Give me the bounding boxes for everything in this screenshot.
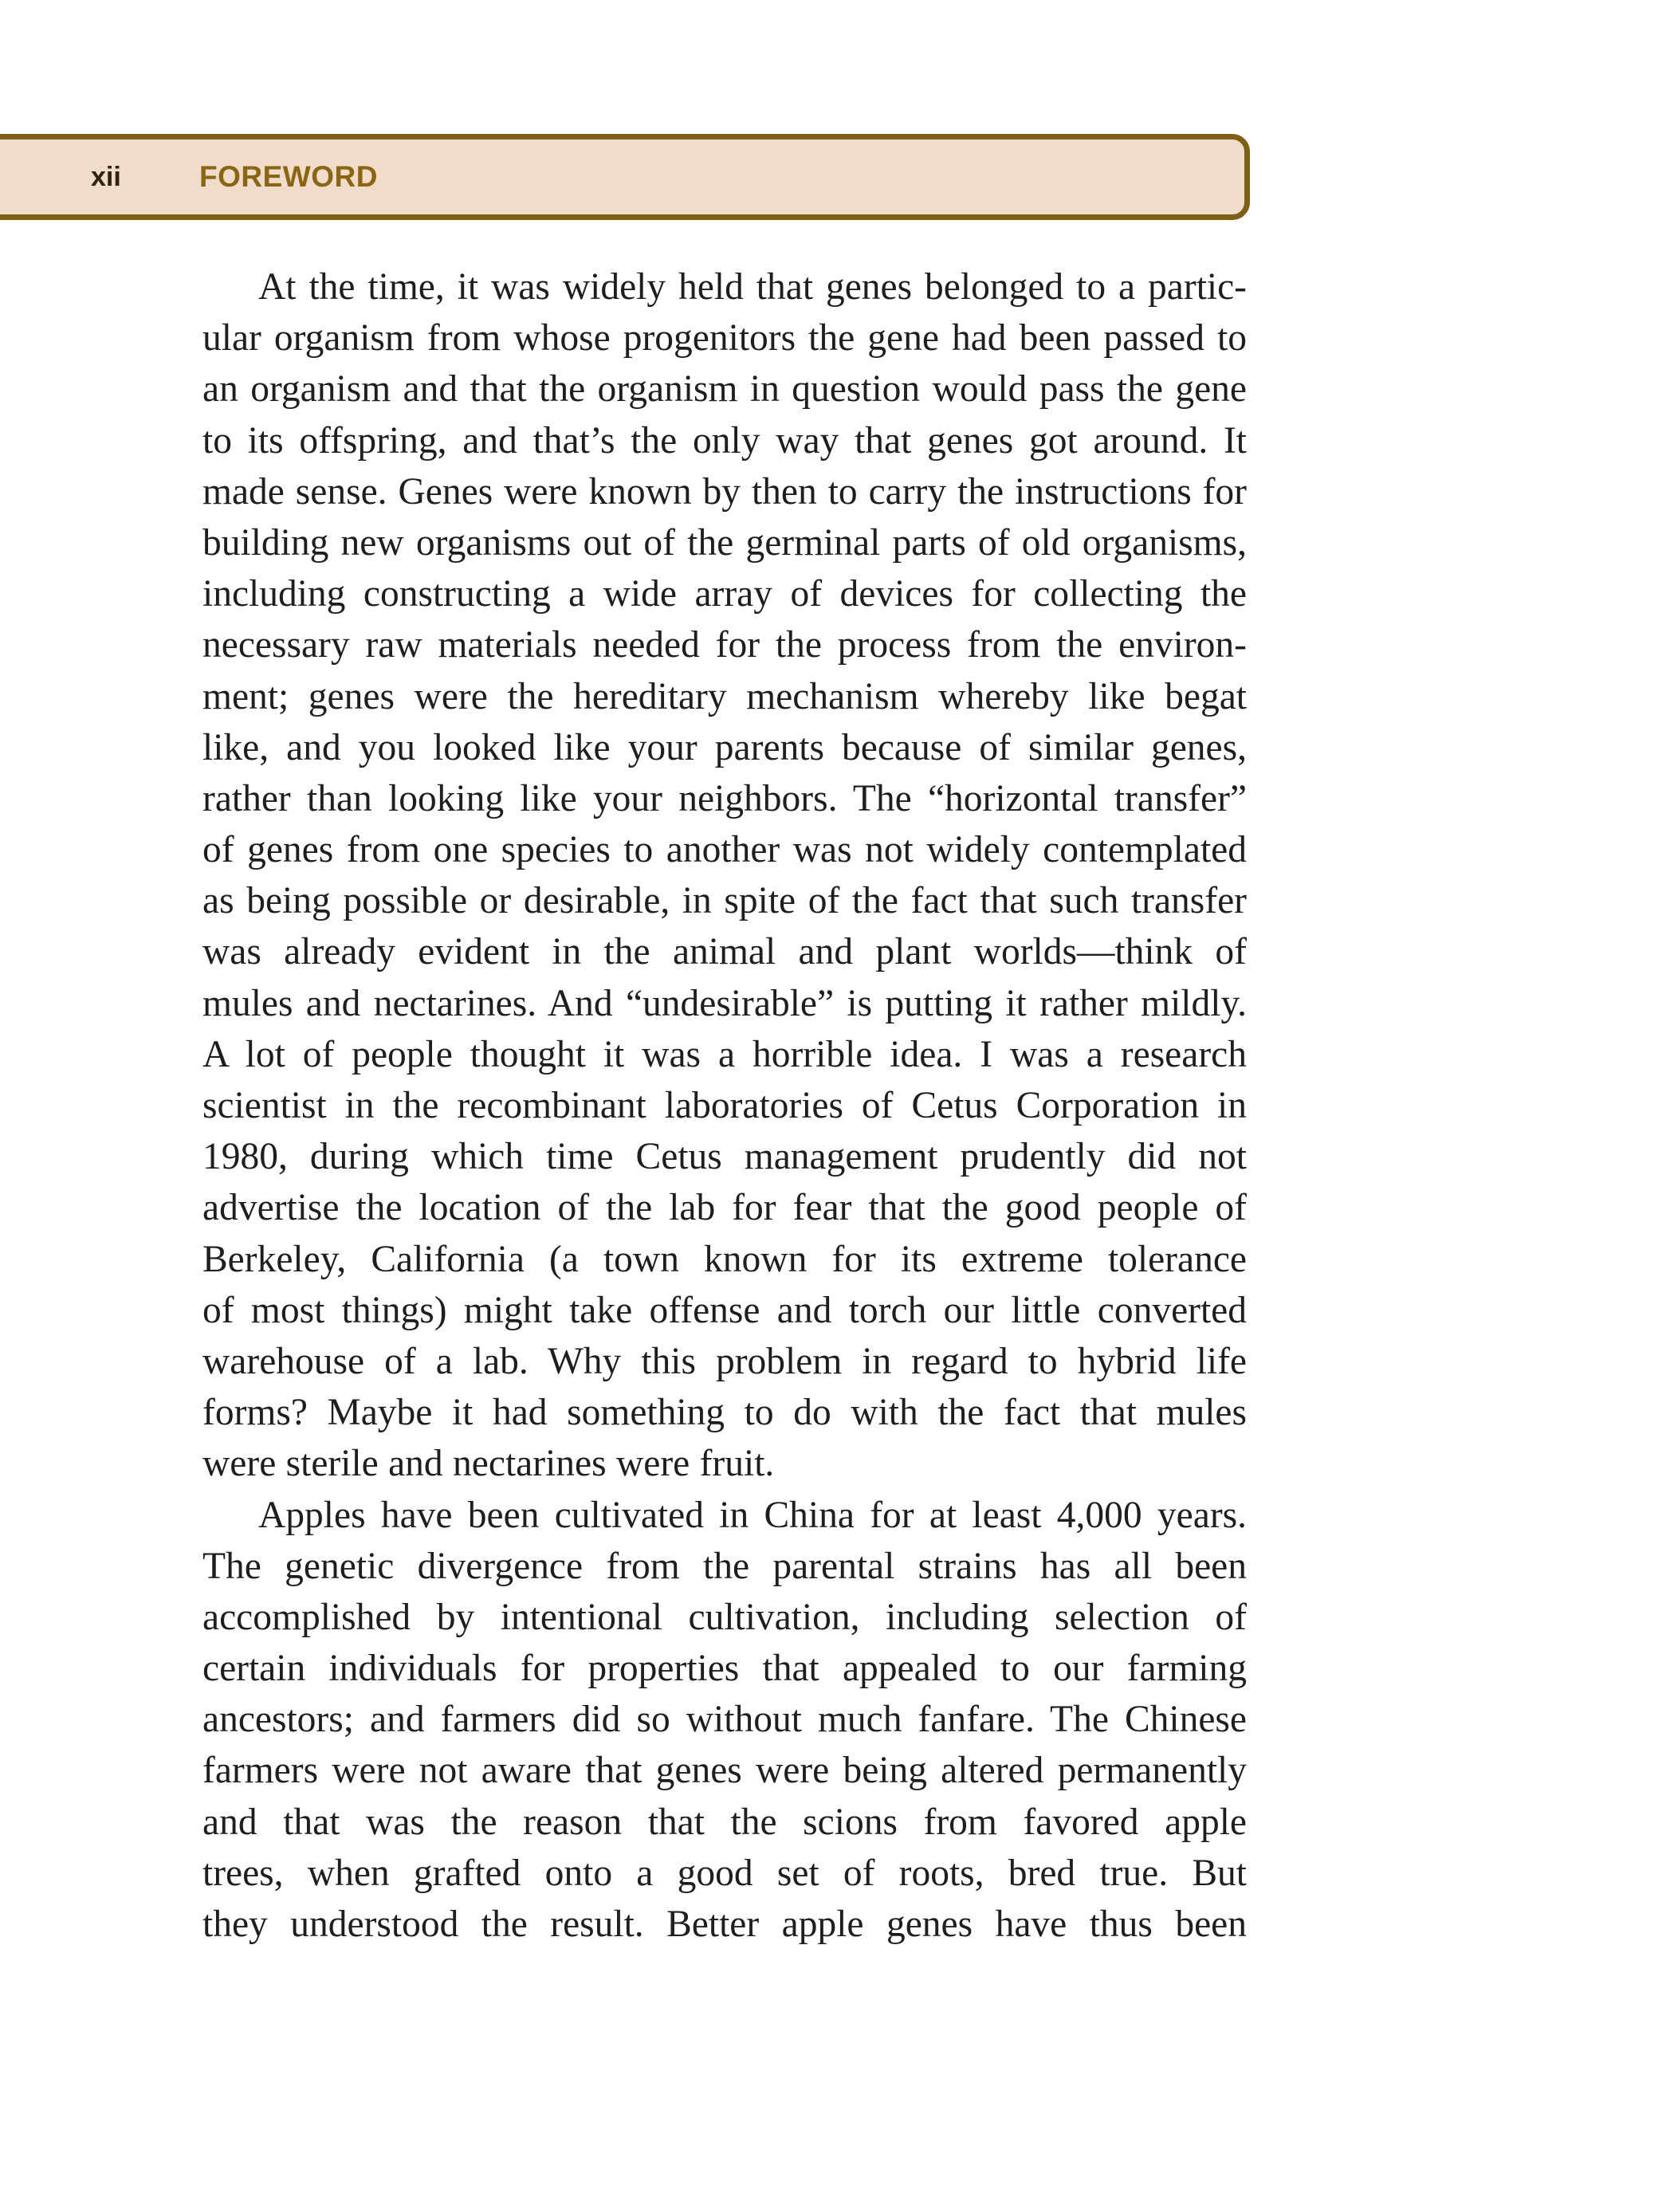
text-line: 1980, during which time Cetus management prudently did not xyxy=(202,1136,1247,1178)
running-header-band xyxy=(0,134,1250,220)
text-line: accomplished by intentional cultivation, including selection of xyxy=(202,1596,1247,1638)
text-line: The genetic divergence from the parental strains has all been xyxy=(202,1545,1247,1587)
text-line: forms? Maybe it had something to do with the fact that mules xyxy=(202,1392,1247,1434)
text-line: mules and nectarines. And “undesirable” is putting it rather mildly. xyxy=(202,982,1247,1024)
text-line: as being possible or desirable, in spite of the fact that such transfer xyxy=(202,880,1247,922)
text-line: Berkeley, California (a town known for its extreme tolerance xyxy=(202,1238,1247,1280)
text-line: they understood the result. Better apple genes have thus been xyxy=(202,1904,1247,1945)
paragraph-1 xyxy=(202,261,1247,1490)
text-line: trees, when grafted onto a good set of roots, bred true. But xyxy=(202,1852,1247,1894)
text-line: and that was the reason that the scions from favored apple xyxy=(202,1801,1247,1843)
running-head-title: FOREWORD xyxy=(199,160,378,193)
text-line: ment; genes were the hereditary mechanism whereby like begat xyxy=(202,675,1247,717)
text-line: was already evident in the animal and plant worlds—think of xyxy=(202,931,1247,973)
text-line: scientist in the recombinant laboratories of Cetus Corporation in xyxy=(202,1085,1247,1126)
text-line: Apples have been cultivated in China for at least 4,000 years. xyxy=(258,1494,1247,1536)
text-line: certain individuals for properties that appealed to our farming xyxy=(202,1648,1247,1690)
text-line: were sterile and nectarines were fruit. xyxy=(202,1443,775,1485)
text-line: farmers were not aware that genes were being altered permanently xyxy=(202,1750,1247,1792)
text-line: including constructing a wide array of devices for collecting the xyxy=(202,573,1247,615)
paragraph-2 xyxy=(202,1490,1247,1951)
page-number: xii xyxy=(91,162,121,192)
text-line: of genes from one species to another was not widely contemplated xyxy=(202,829,1247,871)
text-line: building new organisms out of the germinal parts of old organisms, xyxy=(202,521,1247,564)
text-line: A lot of people thought it was a horrible idea. I was a research xyxy=(202,1033,1247,1075)
text-line: At the time, it was widely held that genes belonged to a partic- xyxy=(258,266,1247,308)
text-line: to its offspring, and that’s the only way that genes got around. It xyxy=(202,419,1247,462)
text-line: ancestors; and farmers did so without much fanfare. The Chinese xyxy=(202,1699,1247,1741)
text-line: like, and you looked like your parents because of similar genes, xyxy=(202,726,1247,768)
text-line: rather than looking like your neighbors. The “horizontal transfer” xyxy=(202,777,1247,819)
body-text xyxy=(202,261,1247,1950)
text-line: advertise the location of the lab for fear that the good people of xyxy=(202,1187,1247,1229)
text-line: of most things) might take offense and torch our little converted xyxy=(202,1289,1247,1331)
text-line: necessary raw materials needed for the process from the environ- xyxy=(202,624,1247,666)
text-line: made sense. Genes were known by then to carry the instructions for xyxy=(202,470,1247,513)
text-line: an organism and that the organism in question would pass the gene xyxy=(202,368,1247,411)
text-line: ular organism from whose progenitors the gene had been passed to xyxy=(202,317,1247,359)
text-line: warehouse of a lab. Why this problem in regard to hybrid life xyxy=(202,1340,1247,1382)
